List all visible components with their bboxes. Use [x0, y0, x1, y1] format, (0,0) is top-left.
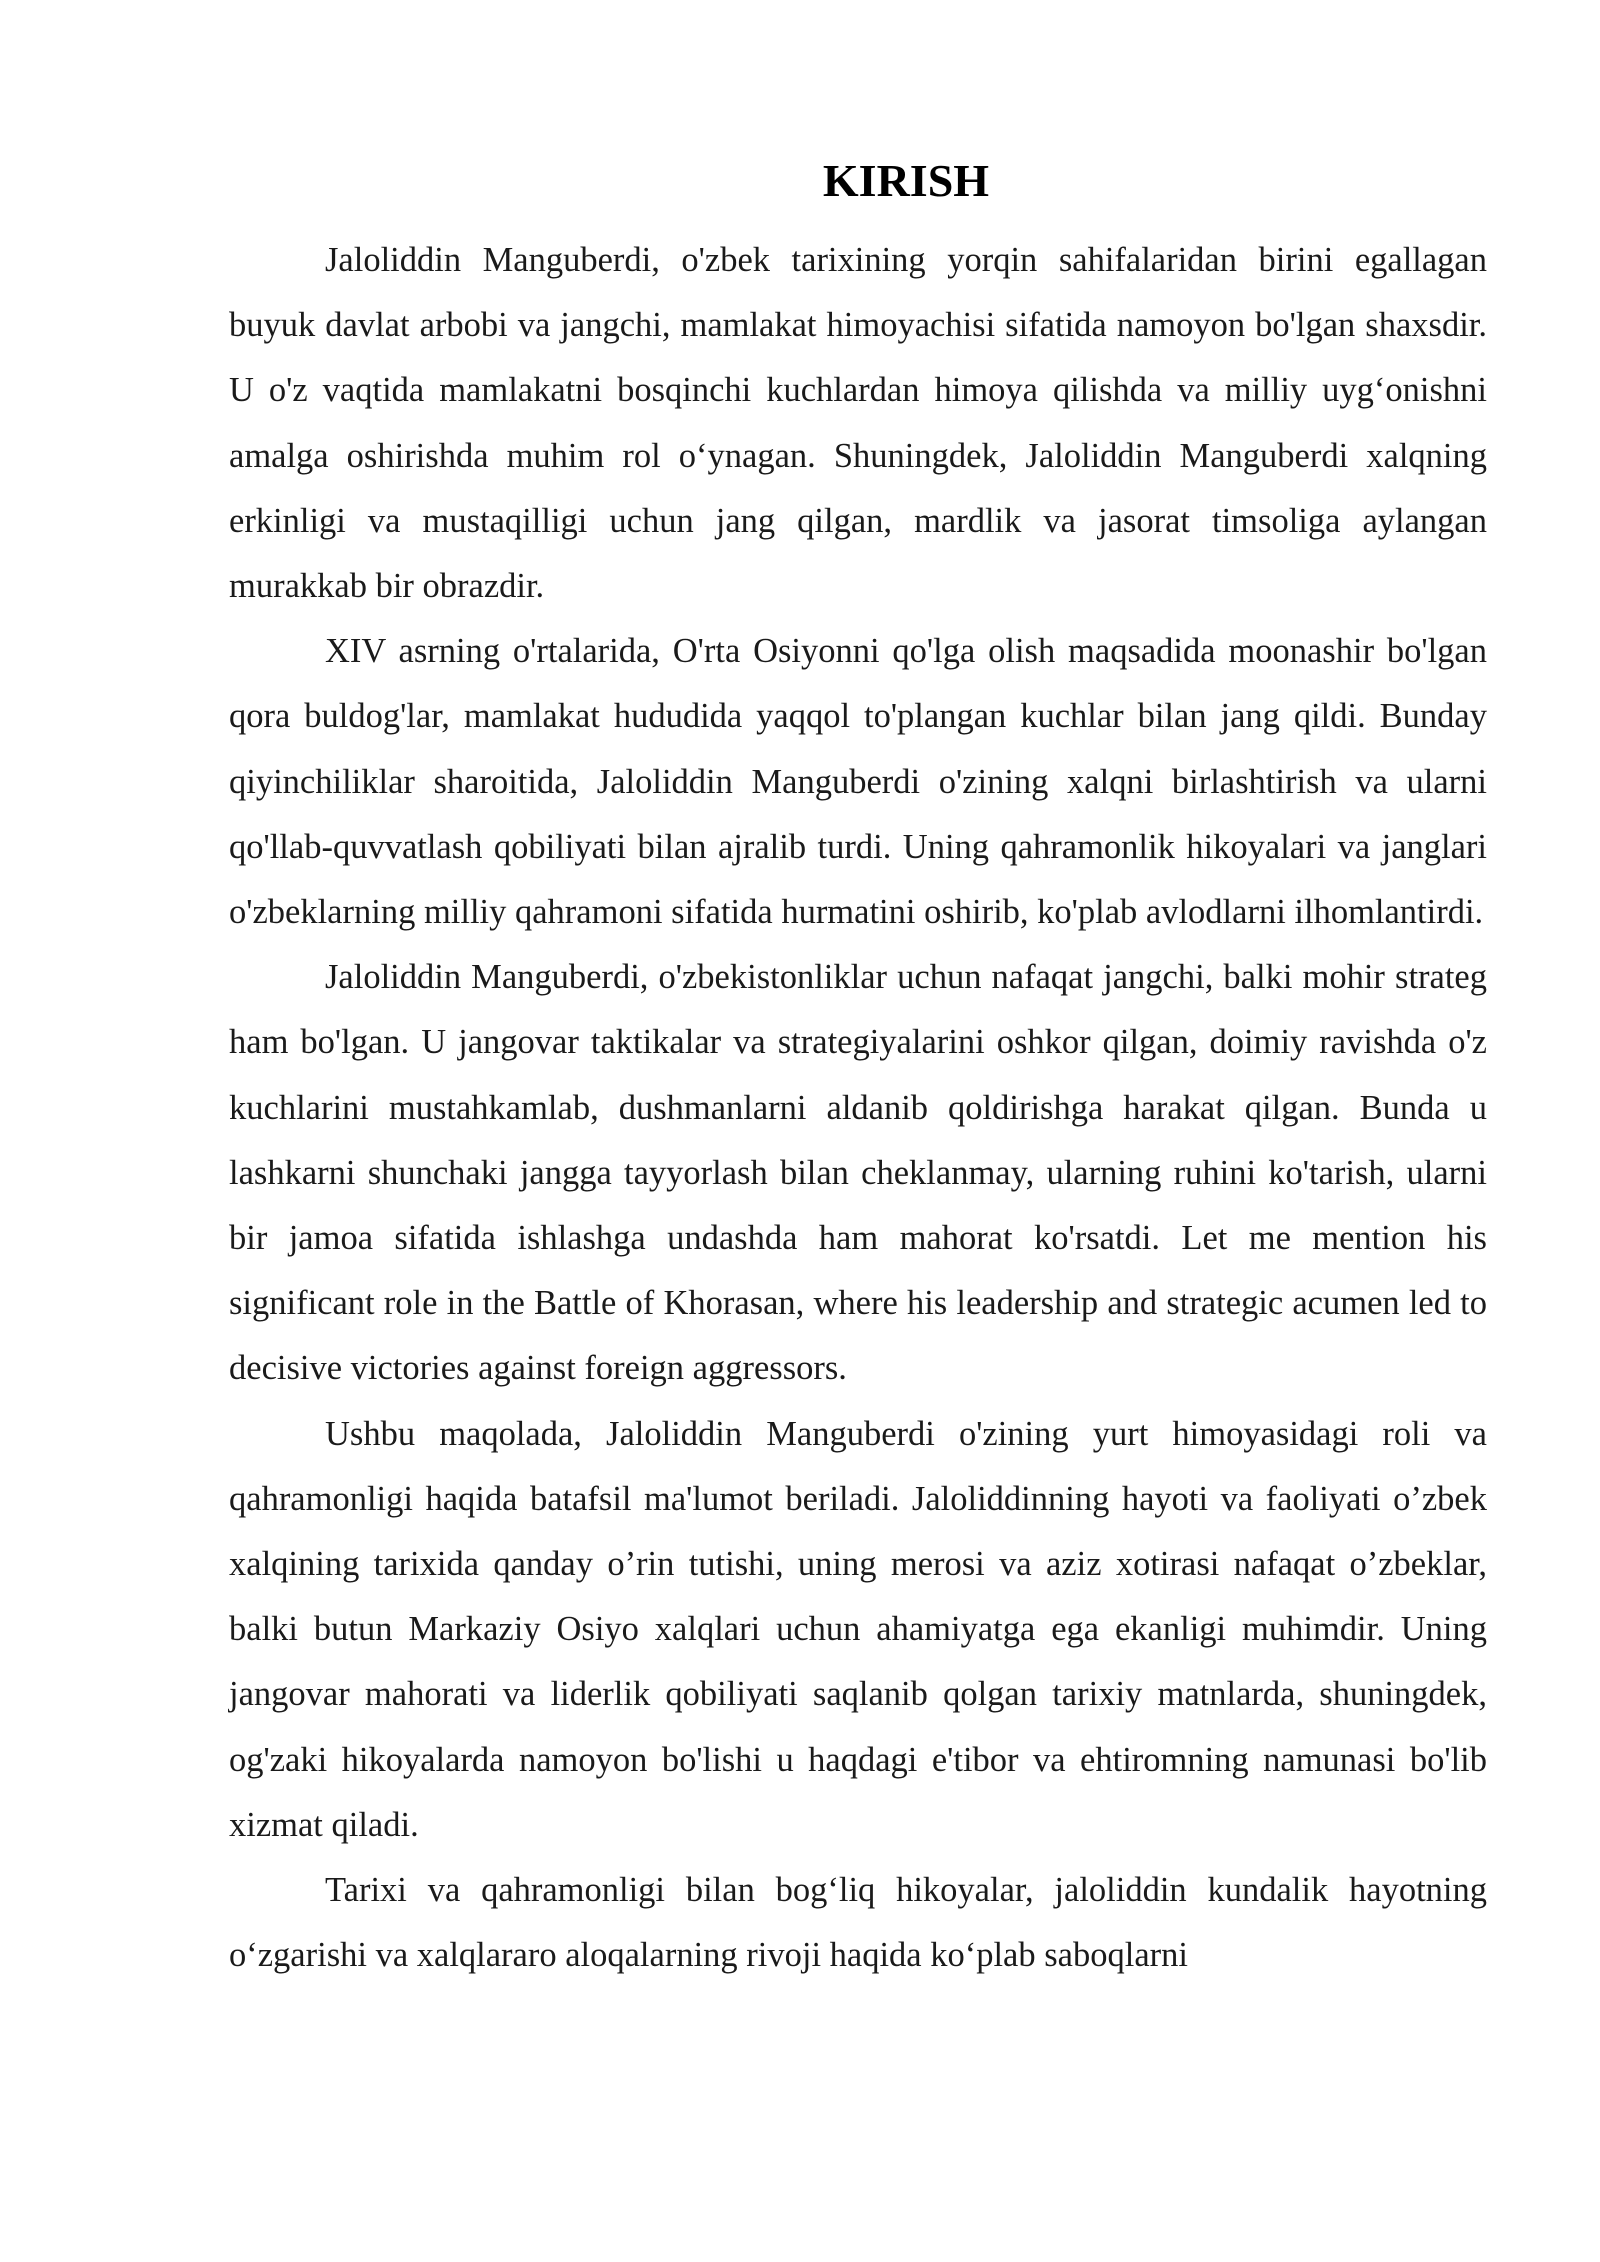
paragraph-3: Jaloliddin Manguberdi, o'zbekistonliklar uchun nafaqat jangchi, balki mohir strateg ham bo'lgan. U jangovar taktikalar va strategiyalarini oshkor qilgan, doimiy ravishda o'z kuchlarini mustahkamlab, dushmanlarni aldanib qoldirishga harakat qilgan. Bunda u lashkarni shunchaki jangga tayyorlash bilan cheklanmay, ularning ruhini ko'tarish, ularni bir jamoa sifatida ishlashga undashda ham mahorat ko'rsatdi. Let me mention his significant role in the Battle of Khorasan, where his leadership and strategic acumen led to decisive victories against foreign aggressors. — [229, 958, 1487, 1388]
paragraph-2: XIV asrning o'rtalarida, O'rta Osiyonni qo'lga olish maqsadida moonashir bo'lgan qora buldog'lar, mamlakat hududida yaqqol to'plangan kuchlar bilan jang qildi. Bunday qiyinchiliklar sharoitida, Jaloliddin Manguberdi o'zining xalqni birlashtirish va ularni qo'llab-quvvatlash qobiliyati bilan ajralib turdi. Uning qahramonlik hikoyalari va janglari o'zbeklarning milliy qahramoni sifatida hurmatini oshirib, ko'plab avlodlarni ilhomlantirdi. — [229, 632, 1487, 932]
paragraph-1: Jaloliddin Manguberdi, o'zbek tarixining yorqin sahifalaridan birini egallagan buyuk davlat arbobi va jangchi, mamlakat himoyachisi sifatida namoyon bo'lgan shaxsdir. U o'z vaqtida mamlakatni bosqinchi kuchlardan himoya qilishda va milliy uyg‘onishni amalga oshirishda muhim rol o‘ynagan. Shuningdek, Jaloliddin Manguberdi xalqning erkinligi va mustaqilligi uchun jang qilgan, mardlik va jasorat timsoliga aylangan murakkab bir obrazdir. — [229, 241, 1487, 606]
document-heading: KIRISH — [822, 155, 990, 206]
paragraph-4: Ushbu maqolada, Jaloliddin Manguberdi o'zining yurt himoyasidagi roli va qahramonligi haqida batafsil ma'lumot beriladi. Jaloliddinning hayoti va faoliyati o’zbek xalqining tarixida qanday o’rin tutishi, uning merosi va aziz xotirasi nafaqat o’zbeklar, balki butun Markaziy Osiyo xalqlari uchun ahamiyatga ega ekanligi muhimdir. Uning jangovar mahorati va liderlik qobiliyati saqlanib qolgan tarixiy matnlarda, shuningdek, og'zaki hikoyalarda namoyon bo'lishi u haqdagi e'tibor va ehtiromning namunasi bo'lib xizmat qiladi. — [229, 1414, 1487, 1844]
document-body — [229, 228, 1487, 1988]
paragraph-5: Tarixi va qahramonligi bilan bog‘liq hikoyalar, jaloliddin kundalik hayotning o‘zgarishi va xalqlararo aloqalarning rivoji haqida ko‘plab saboqlarni — [229, 1871, 1487, 1975]
